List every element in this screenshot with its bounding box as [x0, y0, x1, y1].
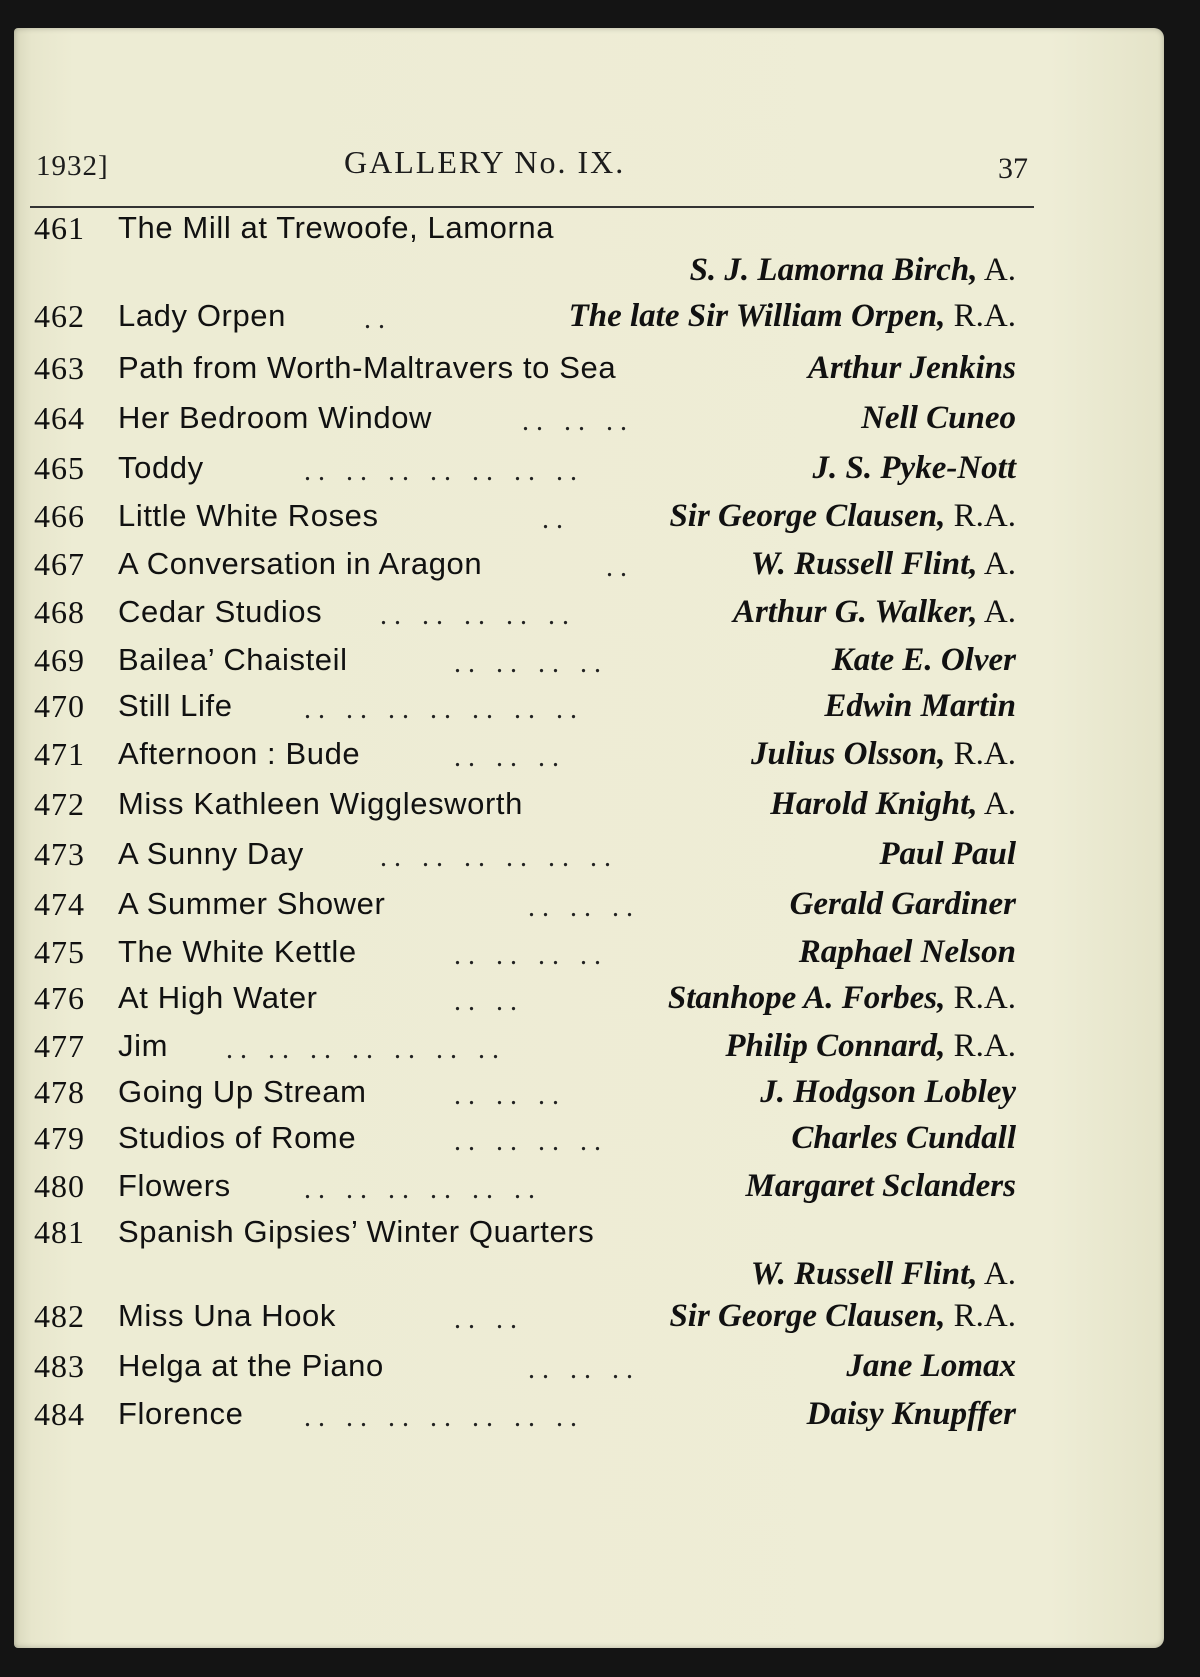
entry-title: Bailea’ Chaisteil [118, 642, 348, 677]
leader-dots: .. .. .. .. .. .. [380, 842, 618, 873]
entry-title: A Sunny Day [118, 836, 304, 871]
entry-artist: Arthur Jenkins [807, 350, 1016, 386]
entry-title: Path from Worth-Maltravers to Sea [118, 350, 617, 385]
entry-number: 468 [34, 594, 85, 630]
leader-dots: .. .. [454, 986, 524, 1017]
entry-number: 461 [34, 210, 85, 246]
entry-number: 470 [34, 688, 85, 724]
entry-title: Jim [118, 1028, 169, 1063]
entry-number: 469 [34, 642, 85, 678]
entry-number: 476 [34, 980, 85, 1016]
entry-artist: Jane Lomax [846, 1348, 1016, 1384]
leader-dots: .. .. .. [454, 742, 566, 773]
gallery-title: GALLERY No. IX. [344, 144, 626, 180]
entry-title: Lady Orpen [118, 298, 286, 333]
entry-artist: Paul Paul [879, 836, 1016, 872]
entry-artist: Charles Cundall [791, 1120, 1016, 1156]
entry-number: 472 [34, 786, 85, 822]
entry-title: Spanish Gipsies’ Winter Quarters [118, 1214, 595, 1249]
entry-artist: Sir George Clausen, R.A. [669, 1298, 1016, 1334]
entry-title: Florence [118, 1396, 244, 1431]
entry-artist: Harold Knight, A. [770, 786, 1016, 822]
entry-title: Miss Una Hook [118, 1298, 336, 1333]
catalogue-page [14, 28, 1164, 1648]
entry-artist: S. J. Lamorna Birch, A. [689, 252, 1016, 288]
entry-artist: The late Sir William Orpen, R.A. [568, 298, 1016, 334]
entry-title: A Conversation in Aragon [118, 546, 483, 581]
leader-dots: .. [364, 304, 392, 335]
entry-artist: Margaret Sclanders [745, 1168, 1016, 1204]
entry-title: At High Water [118, 980, 318, 1015]
entry-title: Flowers [118, 1168, 231, 1203]
year-label: 1932] [36, 150, 109, 182]
entry-number: 482 [34, 1298, 85, 1334]
entry-artist: Philip Connard, R.A. [725, 1028, 1016, 1064]
entry-number: 474 [34, 886, 85, 922]
entry-artist: Sir George Clausen, R.A. [669, 498, 1016, 534]
entry-artist: Gerald Gardiner [789, 886, 1016, 922]
entry-title: Miss Kathleen Wigglesworth [118, 786, 523, 821]
entry-artist: Arthur G. Walker, A. [732, 594, 1016, 630]
leader-dots: .. .. .. [528, 892, 640, 923]
page-number: 37 [998, 152, 1028, 185]
entry-481 [14, 1214, 1164, 1292]
entry-title: Studios of Rome [118, 1120, 357, 1155]
leader-dots: .. [542, 504, 570, 535]
leader-dots: .. .. .. .. [454, 1126, 608, 1157]
entry-title: The White Kettle [118, 934, 357, 969]
entry-title: Going Up Stream [118, 1074, 367, 1109]
entry-title: Little White Roses [118, 498, 379, 533]
entry-artist: Edwin Martin [824, 688, 1016, 724]
entry-title: Afternoon : Bude [118, 736, 361, 771]
entry-number: 479 [34, 1120, 85, 1156]
entry-title: The Mill at Trewoofe, Lamorna [118, 210, 555, 245]
leader-dots: .. .. .. .. [454, 940, 608, 971]
entry-artist: Julius Olsson, R.A. [750, 736, 1016, 772]
entry-artist: Daisy Knupffer [806, 1396, 1016, 1432]
entry-number: 471 [34, 736, 85, 772]
entry-number: 483 [34, 1348, 85, 1384]
entry-number: 477 [34, 1028, 85, 1064]
entry-484 [14, 1396, 1164, 1456]
entry-title: Toddy [118, 450, 204, 485]
leader-dots: .. .. .. .. .. .. .. [304, 1402, 584, 1433]
entry-artist: W. Russell Flint, A. [750, 546, 1016, 582]
entry-title: Her Bedroom Window [118, 400, 433, 435]
entry-number: 480 [34, 1168, 85, 1204]
entry-461 [14, 210, 1164, 288]
leader-dots: .. .. .. [454, 1080, 566, 1111]
leader-dots: .. .. .. .. .. .. [304, 1174, 542, 1205]
entry-number: 463 [34, 350, 85, 386]
entry-title: Cedar Studios [118, 594, 323, 629]
leader-dots: .. .. .. .. .. [380, 600, 576, 631]
leader-dots: .. .. .. .. .. .. .. [304, 694, 584, 725]
entry-number: 462 [34, 298, 85, 334]
entry-title: A Summer Shower [118, 886, 386, 921]
leader-dots: .. .. .. [522, 406, 634, 437]
entry-artist: Raphael Nelson [798, 934, 1016, 970]
entry-artist: Stanhope A. Forbes, R.A. [667, 980, 1016, 1016]
entry-title: Still Life [118, 688, 233, 723]
entry-number: 481 [34, 1214, 85, 1250]
entry-artist: Kate E. Olver [831, 642, 1016, 678]
entry-number: 475 [34, 934, 85, 970]
entry-number: 464 [34, 400, 85, 436]
entry-artist: W. Russell Flint, A. [750, 1256, 1016, 1292]
leader-dots: .. .. .. .. .. .. .. [226, 1034, 506, 1065]
leader-dots: .. .. [454, 1304, 524, 1335]
leader-dots: .. .. .. .. [454, 648, 608, 679]
entry-462 [14, 298, 1164, 358]
leader-dots: .. .. .. [528, 1354, 640, 1385]
entry-number: 467 [34, 546, 85, 582]
entry-number: 465 [34, 450, 85, 486]
entry-list [14, 28, 1164, 1648]
leader-dots: .. [606, 552, 634, 583]
entry-title: Helga at the Piano [118, 1348, 384, 1383]
entry-artist: J. S. Pyke-Nott [812, 450, 1016, 486]
entry-artist: Nell Cuneo [861, 400, 1016, 436]
entry-artist: J. Hodgson Lobley [760, 1074, 1016, 1110]
entry-number: 478 [34, 1074, 85, 1110]
leader-dots: .. .. .. .. .. .. .. [304, 456, 584, 487]
entry-number: 473 [34, 836, 85, 872]
entry-number: 466 [34, 498, 85, 534]
entry-number: 484 [34, 1396, 85, 1432]
